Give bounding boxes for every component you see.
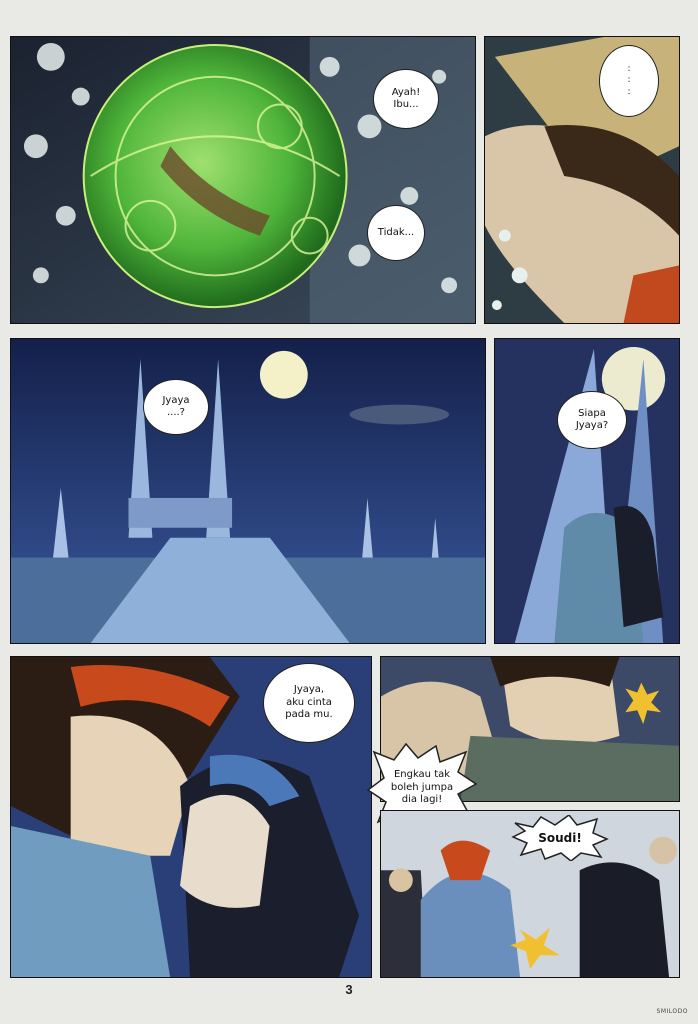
- panel-orb: [10, 36, 476, 324]
- speech-bubble: Ayah! Ibu...: [373, 69, 439, 129]
- panel-tower: [494, 338, 680, 644]
- speech-bubble: Jyaya ....?: [143, 379, 209, 435]
- speech-bubble: : : :: [599, 45, 659, 117]
- tower-scene: [495, 339, 679, 643]
- speech-bubble: Tidak...: [367, 205, 425, 261]
- panel-city: [10, 338, 486, 644]
- speech-bubble: Siapa Jyaya?: [557, 391, 627, 449]
- green-orb: [84, 45, 347, 307]
- shout-text: Soudi!: [538, 830, 582, 845]
- panel-couple: [10, 656, 372, 978]
- city-scene: [11, 339, 485, 643]
- shout-bubble: [511, 815, 609, 861]
- scan-credit: SMILODO: [656, 1008, 688, 1015]
- panel-brawl: [380, 810, 680, 978]
- moon: [260, 351, 308, 399]
- shout-text: Engkau tak boleh jumpa dia lagi!: [390, 769, 454, 806]
- speech-bubble: Jyaya, aku cinta pada mu.: [263, 663, 355, 743]
- panel-face: [484, 36, 680, 324]
- page-number: 3: [345, 982, 353, 997]
